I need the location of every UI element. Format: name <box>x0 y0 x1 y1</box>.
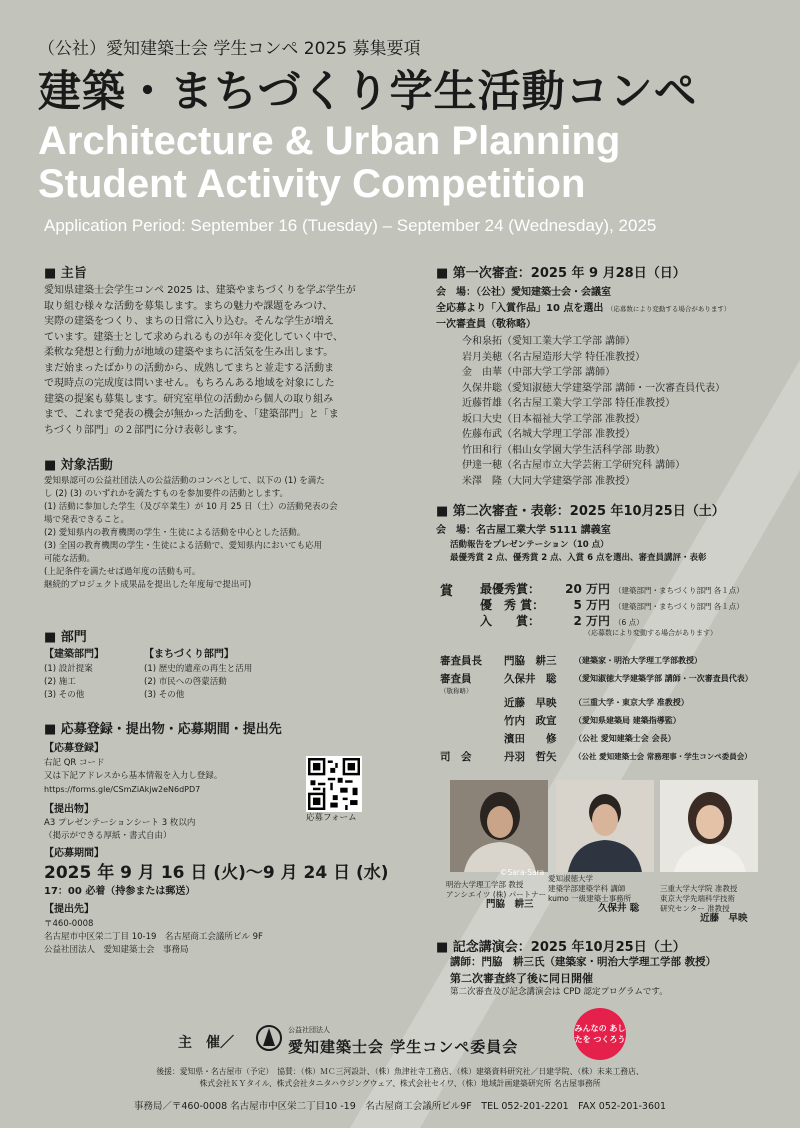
judge-photo-kadowaki <box>450 780 548 872</box>
first-jury-member: 久保井聡（愛知淑徳大学建築学部 講師・一次審査員代表） <box>462 382 726 394</box>
portrait-image <box>660 780 758 872</box>
destination-line: 名古屋市中区栄二丁目 10-19 名古屋商工会議所ビル 9F <box>44 931 263 942</box>
first-jury-member: 伊達一穂（名古屋市立大学芸術工学研究科 講師） <box>462 460 686 471</box>
divisions-heading: ■ 部門 <box>44 630 87 645</box>
judge-row <box>440 730 792 748</box>
prize-name: 優 秀 賞： <box>480 598 545 612</box>
first-jury-member: 岩月美穂（名古屋造形大学 特任准教授） <box>462 351 646 363</box>
lecture-section <box>436 936 792 999</box>
period-title: 【応募期間】 <box>44 848 104 859</box>
photo-caption-line: 東京大学先端科学技術 <box>660 894 735 903</box>
architecture-division-title: 【建築部門】 <box>44 649 104 660</box>
chair-affiliation: （建築家・明治大学理工学部教授） <box>574 656 702 665</box>
judge-photo-kuboi <box>556 780 654 872</box>
prize-list <box>480 580 792 638</box>
lecture-heading: ■ 記念講演会：2025 年10月25日（土） <box>436 940 686 955</box>
office-address: 事務局／〒460-0008 名古屋市中区栄二丁目10 -19 名古屋商工会議所ビル9F TEL 052-201-2201 FAX 052-201-3601 <box>133 1101 667 1112</box>
purpose-line: まで、これまで発表の機会が無かった活動を、「建築部門」と「ま <box>44 409 339 420</box>
judge-row <box>440 712 792 730</box>
prize-note: （建築部門・まちづくり部門 各１点） <box>614 586 744 595</box>
judge-affiliation: （愛知県建築局 建築指導監） <box>574 716 681 725</box>
first-jury-member: 近藤哲雄（名古屋工業大学工学部 特任准教授） <box>462 398 676 409</box>
target-text <box>44 475 414 592</box>
purpose-line: まだ始まったばかりの活動から、成熟してまちと並走する活動ま <box>44 362 334 374</box>
judge-affiliation: （愛知淑徳大学建築学部 講師・一次審査員代表） <box>574 674 753 683</box>
lecture-note: 第二次審査終了後に同日開催 <box>450 971 593 985</box>
first-jury-member: 坂口大史（日本福祉大学工学部 准教授） <box>462 413 646 425</box>
submission-title: 【提出物】 <box>44 803 94 815</box>
second-review-desc: 活動報告をプレゼンテーション（10 点） <box>450 539 609 550</box>
first-review-heading: ■ 第一次審査：2025 年 9 月28日（日） <box>436 266 686 281</box>
chair-label: 審査員長 <box>440 655 482 667</box>
judge-name: 近藤 早映 <box>504 697 557 709</box>
prize-name: 入 賞： <box>480 614 541 628</box>
target-section <box>44 454 414 592</box>
prize-note: （6 点） <box>614 618 644 627</box>
prize-footnote: （応募数により変動する場合があります） <box>584 629 717 637</box>
submission-line: A3 プレゼンテーションシート 3 枚以内 <box>44 818 196 828</box>
registration-line: 右記 QR コード <box>44 757 105 768</box>
judges-label-group <box>440 670 504 694</box>
town-item: (3) その他 <box>144 689 185 700</box>
divisions-columns <box>44 647 414 702</box>
org-type: 公益社団法人 <box>288 1026 330 1034</box>
prize-row <box>480 612 792 628</box>
first-review-venue: 会 場：（公社）愛知建築士会・会議室 <box>436 287 611 298</box>
purpose-line: ています。建築士として求められるものが年々変化していく中で、 <box>44 331 343 343</box>
host-label: 主 催／ <box>178 1035 234 1051</box>
photo-caption-kuboi <box>548 874 639 914</box>
sponsors-line: 後援：愛知県・名古屋市（予定） 協賛：（株）ＭＣ三河設計、（株）魚津社寺工務店、（株）建築資料研究社／日建学院、（株）未来工務店、 <box>156 1067 644 1076</box>
architecture-item: (1) 設計提案 <box>44 663 93 674</box>
purpose-line: 取り組む様々な活動を募集します。まちの魅力や課題をみつけ、 <box>44 300 333 312</box>
judge-name: 竹内 政宣 <box>504 715 557 727</box>
target-note: (上記条件を満たせば過年度の活動も可。 <box>44 567 201 577</box>
registration-line: 又は下記アドレスから基本情報を入力し登録。 <box>44 770 223 781</box>
purpose-line: 実際の建築をつくり、まちの日常に入り込む。そんな学生が増え <box>44 316 334 327</box>
sponsors <box>0 1066 800 1090</box>
chair-name: 門脇 耕三 <box>504 655 557 667</box>
english-title-line-2: Student Activity Competition <box>38 162 586 206</box>
purpose-line: 建築の提案も募集します。研究室単位の活動から個人の取り組み <box>44 393 334 405</box>
mc-label: 司 会 <box>440 751 472 763</box>
town-item: (1) 歴史的遺産の再生と活用 <box>144 663 253 674</box>
first-jury-member: 竹田和行（椙山女学園大学生活科学部 助教） <box>462 444 666 456</box>
photo-caption-line: 建築学部建築学科 講師 <box>548 884 626 893</box>
application-period-en: Application Period: September 16 (Tuesday) – September 24 (Wednesday), 2025 <box>44 216 657 235</box>
mc-row <box>440 748 792 766</box>
mc-name: 丹羽 哲矢 <box>504 751 557 763</box>
prize-label: 賞 <box>440 584 454 599</box>
first-jury-member: 佐藤布武（名城大学理工学部 准教授） <box>462 429 636 440</box>
org-logo-icon <box>256 1024 282 1052</box>
second-review-section <box>436 500 792 565</box>
second-review-heading: ■ 第二次審査・表彰：2025 年10月25日（土） <box>436 504 725 519</box>
photo-name: 近藤 早映 <box>700 913 748 924</box>
town-item: (2) 市民への啓蒙活動 <box>144 676 227 687</box>
qr-code-image <box>308 758 360 810</box>
org-logo <box>256 1024 282 1056</box>
portrait-image <box>556 780 654 872</box>
org-name: 愛知建築士会 学生コンペ委員会 <box>288 1038 519 1056</box>
prize-row <box>480 596 792 612</box>
prize-amount: 20 万円 <box>565 582 610 596</box>
submission-line: （掲示ができる厚紙・書式自由） <box>44 831 172 841</box>
judge-name: 久保井 聡 <box>504 673 557 685</box>
target-item: (1) 活動に参加した学生（及び卒業生）が 10 月 25 日（土）の活動発表の会 <box>44 502 338 512</box>
judge-row <box>440 694 792 712</box>
second-review-desc: 最優秀賞 2 点、優秀賞 2 点、入賞 6 点を選出、審査員講評・表彰 <box>450 552 707 563</box>
town-division <box>144 647 252 702</box>
first-jury-title: 一次審査員（敬称略） <box>436 319 536 330</box>
destination-title: 【提出先】 <box>44 904 94 915</box>
prize-amount: 2 万円 <box>573 614 610 628</box>
target-item: 場で発表できること。 <box>44 515 130 525</box>
portrait-image <box>450 780 548 872</box>
photo-caption-line: kumo 一級建築士事務所 <box>548 894 632 903</box>
target-intro-line: し (2) (3) のいずれかを満たすものを参加要件の活動とします。 <box>44 489 289 499</box>
judges-sublabel: （敬称略） <box>440 687 473 695</box>
judges-label: 審査員 <box>440 673 472 685</box>
first-jury-member: 今和泉拓（愛知工業大学工学部 講師） <box>462 336 636 347</box>
target-intro-line: 愛知県認可の公益社団法人の公益活動のコンペとして、以下の (1) を満た <box>44 476 325 486</box>
english-title-line-1: Architecture & Urban Planning <box>38 119 621 163</box>
town-division-title: 【まちづくり部門】 <box>144 649 234 660</box>
photo-caption-line: 三重大学大学院 准教授 <box>660 884 738 893</box>
photo-caption-kondo <box>660 884 748 924</box>
prize-name: 最優秀賞： <box>480 582 541 596</box>
target-heading: ■ 対象活動 <box>44 458 113 473</box>
qr-code[interactable] <box>306 756 362 812</box>
purpose-line: 柔軟な発想と行動力が地域の建築やまちに活気を生み出します。 <box>44 347 334 358</box>
judge-affiliation: （三重大学・東京大学 准教授） <box>574 698 689 707</box>
photo-caption-line: 研究センター 准教授 <box>660 904 730 913</box>
application-heading: ■ 応募登録・提出物・応募期間・提出先 <box>44 722 282 737</box>
purpose-line: ちづくり部門」の２部門に分け表彰します。 <box>44 424 244 436</box>
target-item: (2) 愛知県内の教育機関の学生・生徒による活動を中心とした活動。 <box>44 528 306 538</box>
registration-url[interactable]: https://forms.gle/CSmZiAkjw2eN6dPD7 <box>44 784 201 794</box>
judges-block <box>440 652 792 766</box>
destination-line: 公益社団法人 愛知建築士会 事務局 <box>44 944 189 955</box>
first-review-select-note: （応募数により変動する場合があります） <box>606 304 731 313</box>
purpose-line: で現時点の完成度は問いません。もちろんある地域を対象にした <box>44 378 335 389</box>
photo-credit: ©Sara-Sara <box>500 868 545 877</box>
period-sub: 17：00 必着（持参または郵送） <box>44 885 196 897</box>
slogan-badge: みんなの あしたを つくろう <box>574 1008 626 1060</box>
photo-caption-line: 明治大学理工学部 教授 <box>446 880 524 889</box>
sponsors-line: 株式会社ＫＹタイル、株式会社タニタハウジングウェア、株式会社セイワ、（株）地域計画建築研究所 名古屋事務所 <box>199 1079 601 1088</box>
prize-amount: 5 万円 <box>573 598 610 612</box>
first-jury-member: 米澤 隆（大同大学建築学部 准教授） <box>462 475 636 487</box>
english-title <box>38 120 620 206</box>
photo-name: 久保井 聡 <box>598 903 640 914</box>
purpose-text <box>44 283 414 438</box>
first-review-select-text: 全応募より「入賞作品」10 点を選出 <box>436 302 604 314</box>
target-item: 可能な活動。 <box>44 554 96 564</box>
photo-name: 門脇 耕三 <box>486 899 534 910</box>
purpose-line: 愛知県建築士会学生コンペ 2025 は、建築やまちづくりを学ぶ学生が <box>44 285 356 296</box>
judge-affiliation: （公社 愛知建築士会 会長） <box>574 734 676 743</box>
divisions-section <box>44 626 414 702</box>
judge-name: 濱田 修 <box>504 733 557 745</box>
prize-row <box>480 580 792 596</box>
period-main: 2025 年 9 月 16 日 (火)～9 月 24 日 (水) <box>44 862 389 883</box>
mc-affiliation: （公社 愛知建築士会 常務理事・学生コンペ委員会） <box>574 752 752 761</box>
first-jury-list <box>462 334 725 489</box>
architecture-item: (2) 施工 <box>44 676 76 687</box>
purpose-heading: ■ 主旨 <box>44 266 87 281</box>
architecture-division <box>44 647 144 702</box>
chair-row <box>440 652 792 670</box>
photo-caption-kadowaki <box>446 880 546 910</box>
lecture-speaker: 講師：門脇 耕三氏（建築家・明治大学理工学部 教授） <box>450 956 717 968</box>
target-note: 継続的プロジェクト成果品を提出した年度毎で提出可) <box>44 580 252 590</box>
first-jury-member: 金 由華（中部大学工学部 講師） <box>462 367 616 378</box>
judge-row <box>440 670 792 694</box>
destination-line: 〒460-0008 <box>44 918 94 929</box>
lecture-cpd-note: 第二次審査及び記念講演会は CPD 認定プログラムです。 <box>450 987 668 997</box>
target-item: (3) 全国の教育機関の学生・生徒による活動で、愛知県内においても応用 <box>44 541 323 551</box>
first-review-select <box>436 301 786 318</box>
first-review-section <box>436 262 786 333</box>
architecture-item: (3) その他 <box>44 689 85 700</box>
registration-title: 【応募登録】 <box>44 743 104 754</box>
purpose-section <box>44 262 414 438</box>
photo-caption-line: アンシエイツ (株) パートナー <box>446 890 547 899</box>
judge-photo-kondo <box>660 780 758 872</box>
second-review-venue: 会 場：名古屋工業大学 5111 講義室 <box>436 525 611 536</box>
application-section <box>44 718 414 957</box>
photo-caption-line: 愛知淑徳大学 <box>548 874 593 883</box>
page-title: 建築・まちづくり学生活動コンペ <box>38 67 698 117</box>
prize-note: （建築部門・まちづくり部門 各１点） <box>614 602 744 611</box>
qr-label: 応募フォーム <box>306 813 357 823</box>
page-subtitle: （公社）愛知建築士会 学生コンペ 2025 募集要項 <box>38 39 421 59</box>
